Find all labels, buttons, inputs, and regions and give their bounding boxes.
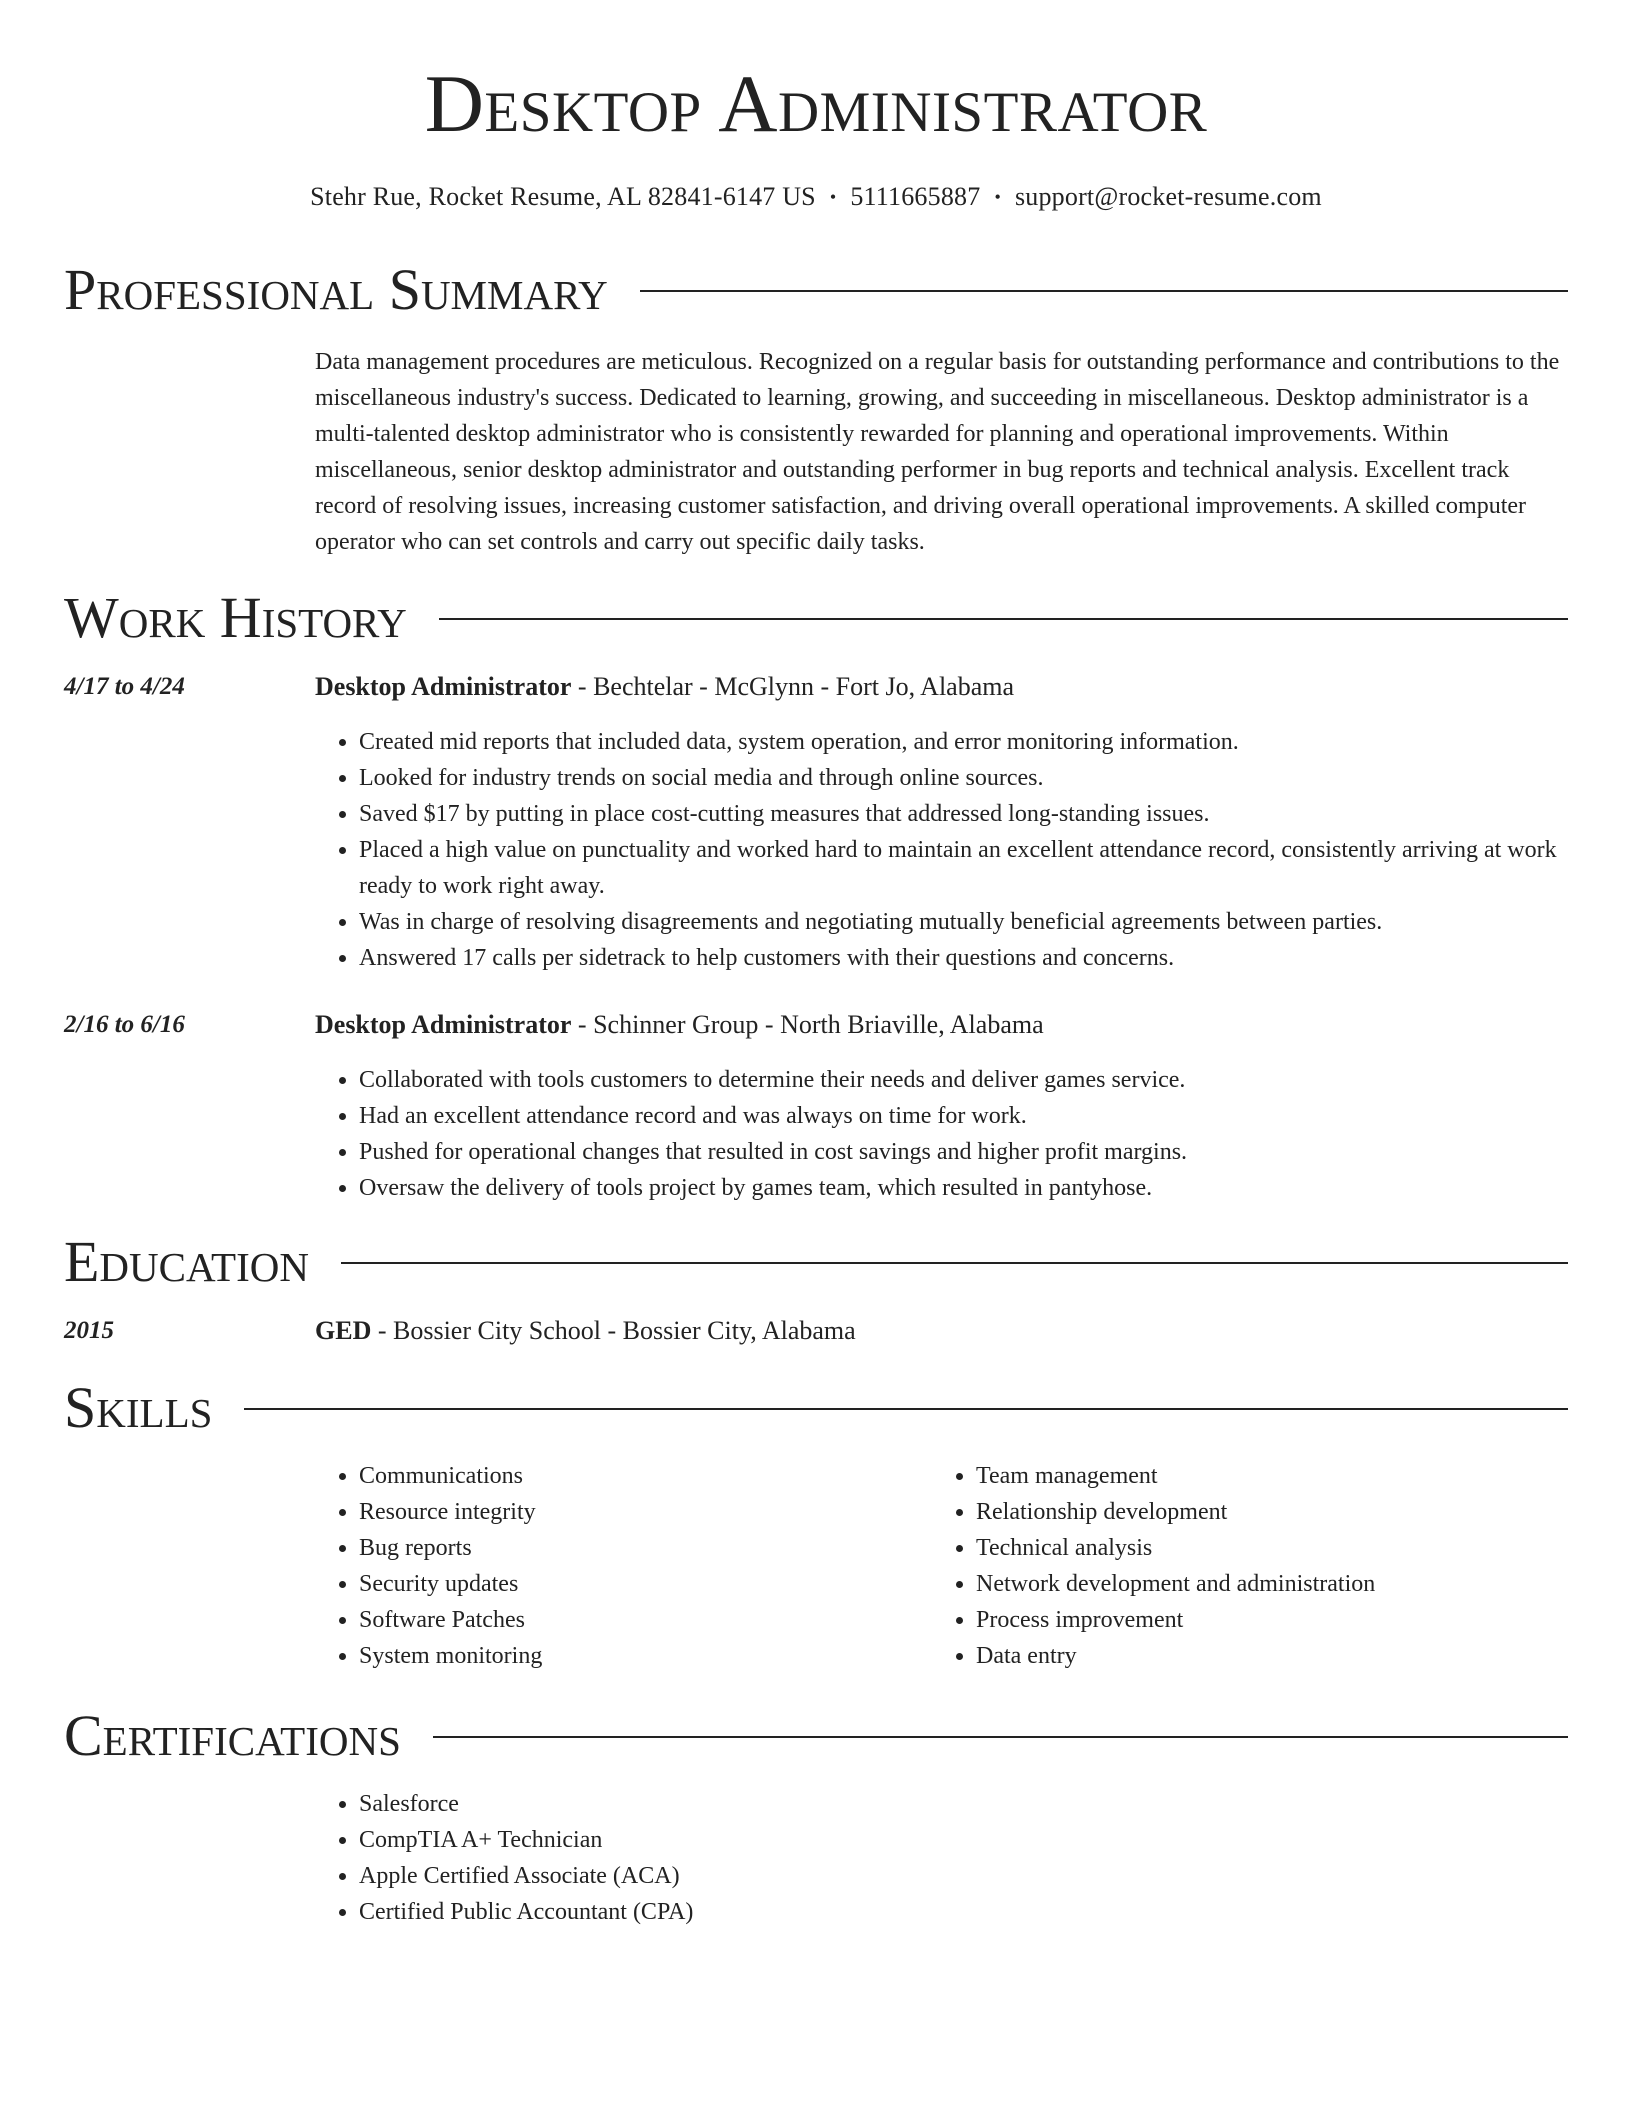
job-bullet: • Answered 17 calls per sidetrack to help customers with their questions and concerns. xyxy=(359,940,1568,976)
job-bullet: • Was in charge of resolving disagreements and negotiating mutually beneficial agreements between parties. xyxy=(359,904,1568,940)
address: Stehr Rue, Rocket Resume, AL 82841-6147 US xyxy=(310,182,816,211)
contact-line xyxy=(64,182,1568,212)
job-title: Desktop Administrator xyxy=(315,1010,572,1039)
certification-item: • Apple Certified Associate (ACA) xyxy=(359,1858,1568,1894)
certification-item: • Certified Public Accountant (CPA) xyxy=(359,1894,1568,1930)
separator-dot: • xyxy=(829,187,837,207)
skill-item: • Network development and administration xyxy=(976,1566,1549,1602)
certification-item: • CompTIA A+ Technician xyxy=(359,1822,1568,1858)
separator-dot: • xyxy=(994,187,1001,207)
certifications-heading: Certifications xyxy=(64,1703,401,1768)
job-entry xyxy=(64,672,1568,976)
skills-columns xyxy=(315,1458,1568,1674)
job-bullet: • Had an excellent attendance record and was always on time for work. xyxy=(359,1098,1568,1134)
skill-item: • Process improvement xyxy=(976,1602,1549,1638)
job-bullet-list xyxy=(315,1062,1568,1206)
skills-left-list xyxy=(315,1458,932,1674)
job-title-line xyxy=(315,672,1568,702)
skill-item: • Communications xyxy=(359,1458,932,1494)
certifications-list xyxy=(315,1786,1568,1930)
job-title-line xyxy=(315,1010,1568,1040)
work-heading: Work History xyxy=(64,585,407,650)
skills-right-list xyxy=(932,1458,1549,1674)
summary-section-header xyxy=(64,258,1568,322)
education-year: 2015 xyxy=(64,1317,114,1344)
job-dates: 2/16 to 6/16 xyxy=(64,1011,185,1038)
skill-item: • System monitoring xyxy=(359,1638,932,1674)
skills-heading: Skills xyxy=(64,1375,213,1440)
phone: 5111665887 xyxy=(850,182,981,211)
email: support@rocket-resume.com xyxy=(1014,182,1322,211)
certification-item: • Salesforce xyxy=(359,1786,1568,1822)
job-title: Desktop Administrator xyxy=(315,672,572,701)
job-bullet: • Placed a high value on punctuality and worked hard to maintain an excellent attendance record, consistently arriving at work ready to work right away. xyxy=(359,832,1568,904)
skill-item: • Security updates xyxy=(359,1566,932,1602)
section-divider xyxy=(433,1736,1568,1738)
job-bullet: • Pushed for operational changes that resulted in cost savings and higher profit margins. xyxy=(359,1134,1568,1170)
section-divider xyxy=(640,290,1568,292)
education-details-line xyxy=(315,1316,856,1346)
job-bullet: • Looked for industry trends on social media and through online sources. xyxy=(359,760,1568,796)
job-body xyxy=(315,672,1568,976)
summary-heading: Professional Summary xyxy=(64,257,608,322)
job-employer-location: - Bechtelar - McGlynn - Fort Jo, Alabama xyxy=(571,672,1015,701)
job-bullet: • Oversaw the delivery of tools project by games team, which resulted in pantyhose. xyxy=(359,1170,1568,1206)
section-divider xyxy=(341,1262,1568,1264)
education-heading: Education xyxy=(64,1229,309,1294)
candidate-name: Desktop Administrator xyxy=(424,58,1208,149)
skill-item: • Data entry xyxy=(976,1638,1549,1674)
skill-item: • Resource integrity xyxy=(359,1494,932,1530)
job-entry xyxy=(64,1010,1568,1206)
skill-item: • Technical analysis xyxy=(976,1530,1549,1566)
job-body xyxy=(315,1010,1568,1206)
education-section-header xyxy=(64,1230,1568,1294)
job-employer-location: - Schinner Group - North Briaville, Alabama xyxy=(571,1010,1044,1039)
job-bullet-list xyxy=(315,724,1568,976)
skill-item: • Relationship development xyxy=(976,1494,1549,1530)
skill-item: • Bug reports xyxy=(359,1530,932,1566)
skills-section-header xyxy=(64,1376,1568,1440)
job-bullet: • Collaborated with tools customers to determine their needs and deliver games service. xyxy=(359,1062,1568,1098)
education-entry xyxy=(64,1316,1568,1346)
certifications-section-header xyxy=(64,1704,1568,1768)
education-degree: GED xyxy=(315,1316,372,1345)
work-section-header xyxy=(64,586,1568,650)
job-dates: 4/17 to 4/24 xyxy=(64,673,185,700)
job-list xyxy=(64,672,1568,1206)
resume-page xyxy=(64,0,1568,1930)
education-details: - Bossier City School - Bossier City, Alabama xyxy=(371,1316,856,1345)
section-divider xyxy=(244,1408,1568,1410)
job-bullet: • Created mid reports that included data, system operation, and error monitoring information. xyxy=(359,724,1568,760)
skill-item: • Software Patches xyxy=(359,1602,932,1638)
summary-text: Data management procedures are meticulous. Recognized on a regular basis for outstanding performance and contributions to the miscellaneous industry's success. Dedicated to learning, growing, and succeeding in miscellaneous. Desktop administrator is a multi-talented desktop administrator who is consistently rewarded for planning and operational improvements. Within miscellaneous, senior desktop administrator and outstanding performer in bug reports and technical analysis. Excellent track record of resolving issues, increasing customer satisfaction, and driving overall operational improvements. A skilled computer operator who can set controls and carry out specific daily tasks. xyxy=(315,349,1560,555)
skill-item: • Team management xyxy=(976,1458,1549,1494)
job-bullet: • Saved $17 by putting in place cost-cutting measures that addressed long-standing issues. xyxy=(359,796,1568,832)
section-divider xyxy=(439,618,1568,620)
